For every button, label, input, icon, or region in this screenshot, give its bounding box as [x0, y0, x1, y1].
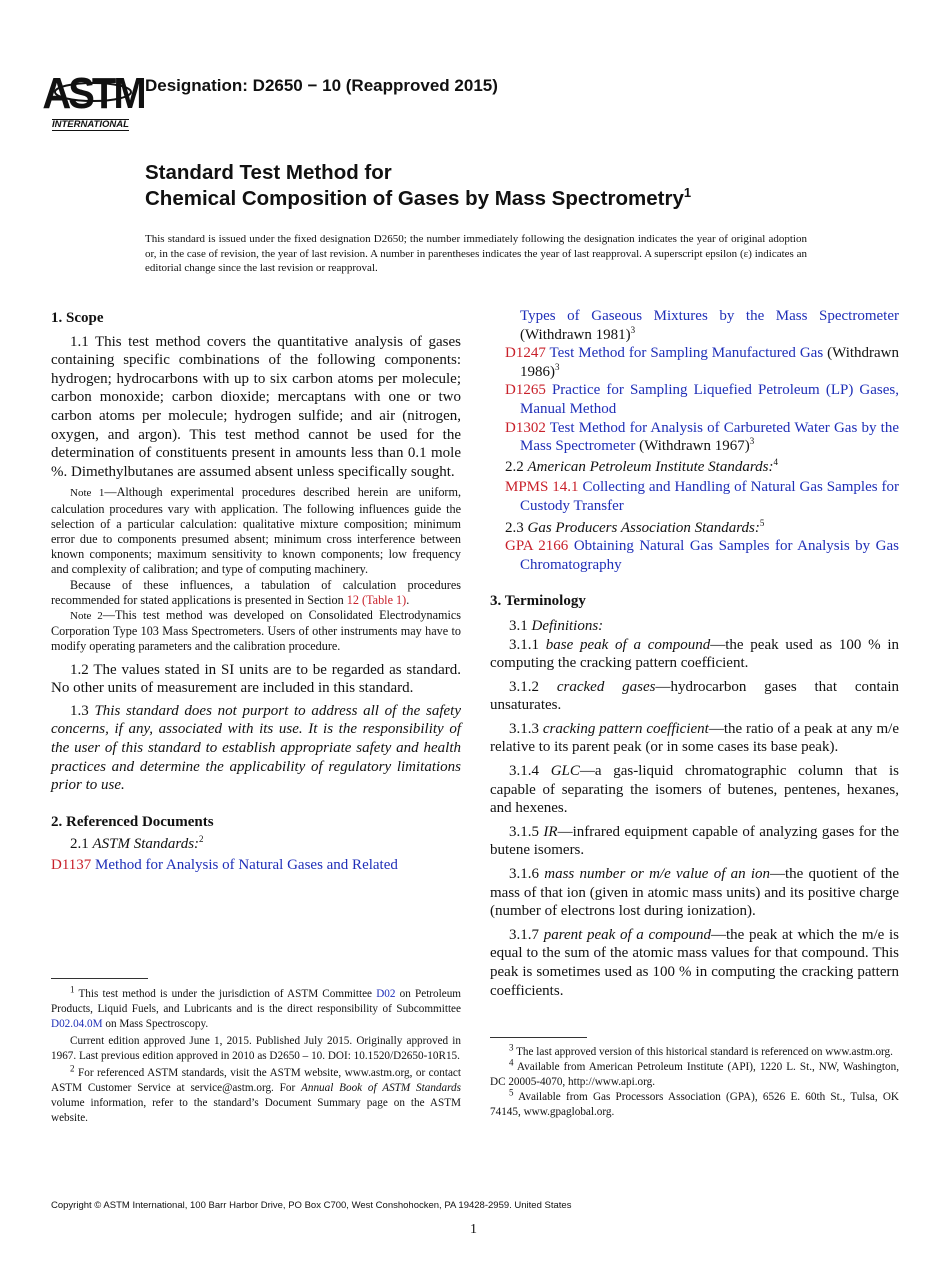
title-line-2: Chemical Composition of Gases by Mass Spectrometry: [145, 187, 684, 210]
definition-item: [490, 720, 899, 757]
definition-item: [490, 678, 899, 715]
section-1-heading: 1. Scope: [51, 310, 104, 326]
definition-number: 3.1.6: [509, 866, 545, 883]
definition-number: 3.1.2: [509, 678, 557, 695]
footnotes-left: [51, 984, 461, 1126]
reference-mpms-14-1: MPMS 14.1 Collecting and Handling of Natural Gas Samples for Custody Transfer: [505, 479, 899, 514]
definition-item: [490, 823, 899, 860]
logo-subtext: INTERNATIONAL: [52, 119, 129, 130]
para-1-1: 1.1 This test method covers the quantitative analysis of gases containing specific combinations of the following components: hydrogen; hydrocarbons with up to six carbon atoms per molecule; carbon monoxide; carbon dioxide; mercaptans with one or two carbon atoms per molecule; hydrogen sulfide; and air (nitrogen, oxygen, and argon). This test method cannot be used for the determination of constituents present in amounts less than 0.1 mole %. Dimethylbutanes are assumed absent unless specifically sought.: [51, 333, 461, 480]
footnote-divider-right: [490, 1037, 587, 1038]
para-2-1: 2.1 ASTM Standards:$^2$: [70, 834, 204, 853]
reference-d1137-continuation: Types of Gaseous Mixtures by the Mass Spectrometer (Withdrawn 1981)$^3$: [520, 308, 899, 343]
footnote-2: $^2$ For referenced ASTM standards, visit the ASTM website, www.astm.org, or contact ASTM Customer Service at service@astm.org. For Annual Book of ASTM Standards volume information, refer to the standard’s Document Summary page on the ASTM website.: [51, 1063, 461, 1124]
reference-d1265: D1265 Practice for Sampling Liquefied Petroleum (LP) Gases, Manual Method: [505, 382, 900, 417]
section-2-heading: 2. Referenced Documents: [51, 813, 214, 830]
para-2-3: 2.3 Gas Producers Association Standards:$^5$: [505, 517, 765, 536]
definition-term: cracking pattern coefficient: [542, 720, 709, 737]
definition-term: mass number or m/e value of an ion: [544, 866, 770, 883]
definition-text: —the quotient of the mass of that ion (given in atomic mass units) and its positive charge (number of electrons lost during ionization).: [490, 866, 899, 920]
reference-gpa-2166: GPA 2166 Obtaining Natural Gas Samples for Analysis by Gas Chromatography: [505, 538, 899, 573]
footnotes-right: [490, 1042, 899, 1120]
definition-number: 3.1.4: [509, 763, 551, 780]
definition-text: —a gas-liquid chromatographic column that is capable of separating the isomers of butenes, pentenes, hexanes, and hexenes.: [490, 763, 900, 817]
svg-text:ASTM: ASTM: [42, 68, 144, 118]
copyright-footer: Copyright © ASTM International, 100 Barr Harbor Drive, PO Box C700, West Conshohocken, PA 19428-2959. United States: [51, 1200, 572, 1211]
footnote-3: $^3$ The last approved version of this historical standard is referenced on www.astm.org.: [509, 1042, 893, 1058]
designation: Designation: D2650 − 10 (Reapproved 2015): [145, 76, 498, 95]
definition-item: [490, 762, 899, 818]
note-2: Note 2—This test method was developed on Consolidated Electrodynamics Corporation Type 103 Mass Spectrometers. Users of other instruments may have to modify operating parameters and the calibration procedure.: [51, 607, 461, 654]
definition-text: —hydrocarbon gases that contain unsaturates.: [490, 678, 899, 714]
definition-term: IR: [543, 823, 558, 840]
section-3-heading: 3. Terminology: [490, 593, 586, 610]
definition-term: parent peak of a compound: [543, 926, 711, 943]
definition-text: —the peak used as 100 % in computing the cracking pattern coefficient.: [490, 636, 900, 672]
definition-number: 3.1.1: [509, 636, 546, 653]
footnote-5: $^5$ Available from Gas Processors Association (GPA), 6526 E. 60th St., Tulsa, OK 74145, www.gpaglobal.org.: [490, 1087, 899, 1118]
definition-item: [490, 865, 899, 921]
definition-text: —infrared equipment capable of analyzing gases for the butene isomers.: [490, 823, 899, 859]
reference-d1137: D1137 Method for Analysis of Natural Gases and Related: [51, 856, 398, 873]
definition-text: —the peak at which the m/e is equal to the sum of the atomic mass values for that compound. This peak is sometimes used as 100 % in computing the cracking pattern coefficients.: [490, 926, 899, 999]
document-title: [145, 160, 691, 212]
para-2-2: 2.2 American Petroleum Institute Standards:$^4$: [505, 456, 778, 475]
footnote-1-edition: Current edition approved June 1, 2015. Published July 2015. Originally approved in 1967. Last previous edition approved in 2010 as D2650 – 10. DOI: 10.1520/D2650-10R15.: [51, 1035, 461, 1062]
definition-item: [490, 636, 899, 673]
definition-number: 3.1.7: [509, 926, 544, 943]
reference-d1247: D1247 Test Method for Sampling Manufactured Gas (Withdrawn 1986)$^3$: [505, 345, 900, 380]
astm-logo: [42, 62, 144, 132]
issuance-statement: This standard is issued under the fixed designation D2650; the number immediately following the designation indicates the year of original adoption or, in the case of revision, the year of last revision. A number in parentheses indicates the year of last reapproval. A superscript epsilon (ε) indicates an editorial change since the last revision or reapproval.: [145, 233, 807, 274]
para-1-2: 1.2 The values stated in SI units are to be regarded as standard. No other units of measurement are included in this standard.: [51, 661, 461, 697]
definition-term: GLC: [550, 763, 580, 780]
definition-number: 3.1.3: [509, 720, 543, 737]
footnote-4: $^4$ Available from American Petroleum Institute (API), 1220 L. St., NW, Washington, DC 20005-4070, http://www.api.org.: [490, 1057, 899, 1088]
title-footnote-ref[interactable]: 1: [683, 185, 692, 201]
definition-term: base peak of a compound: [545, 636, 711, 653]
section-12-link[interactable]: 12: [346, 592, 359, 607]
definition-item: [490, 926, 899, 1000]
footnote-divider-left: [51, 978, 148, 979]
note-1-continuation: Because of these influences, a tabulation of calculation procedures recommended for stated applications is presented in Section 12 (Table 1).: [51, 577, 461, 607]
note-1: Note 1—Although experimental procedures described herein are uniform, calculation procedures vary with application. The following influences guide the selection of a particular calculation: qualitative mixture composition; minimum error due to components presumed absent; minimum cross interference between known components; maximum sensitivity to known components; low frequency and complexity of calibration; and type of computing machinery.: [51, 485, 461, 577]
table-1-link[interactable]: (Table 1): [362, 592, 407, 607]
page-number: 1: [470, 1222, 477, 1237]
title-line-1: Standard Test Method for: [145, 161, 392, 184]
definition-text: —the ratio of a peak at any m/e relative to its parent peak (or in some cases its base peak).: [490, 720, 900, 756]
para-3-1: 3.1 Definitions:: [509, 617, 604, 634]
para-1-3: 1.3 This standard does not purport to address all of the safety concerns, if any, associated with its use. It is the responsibility of the user of this standard to establish appropriate safety and health practices and determine the applicability of regulatory limitations prior to use.: [51, 702, 462, 794]
footnote-1: $^1$ This test method is under the jurisdiction of ASTM Committee D02 on Petroleum Products, Liquid Fuels, and Lubricants and is the direct responsibility of Subcommittee D02.04.0M on Mass Spectroscopy.: [51, 984, 461, 1030]
reference-d1302: D1302 Test Method for Analysis of Carbureted Water Gas by the Mass Spectrometer (Withdrawn 1967)$^3$: [505, 419, 899, 455]
definition-number: 3.1.5: [509, 823, 544, 840]
definition-term: cracked gases: [556, 678, 656, 695]
